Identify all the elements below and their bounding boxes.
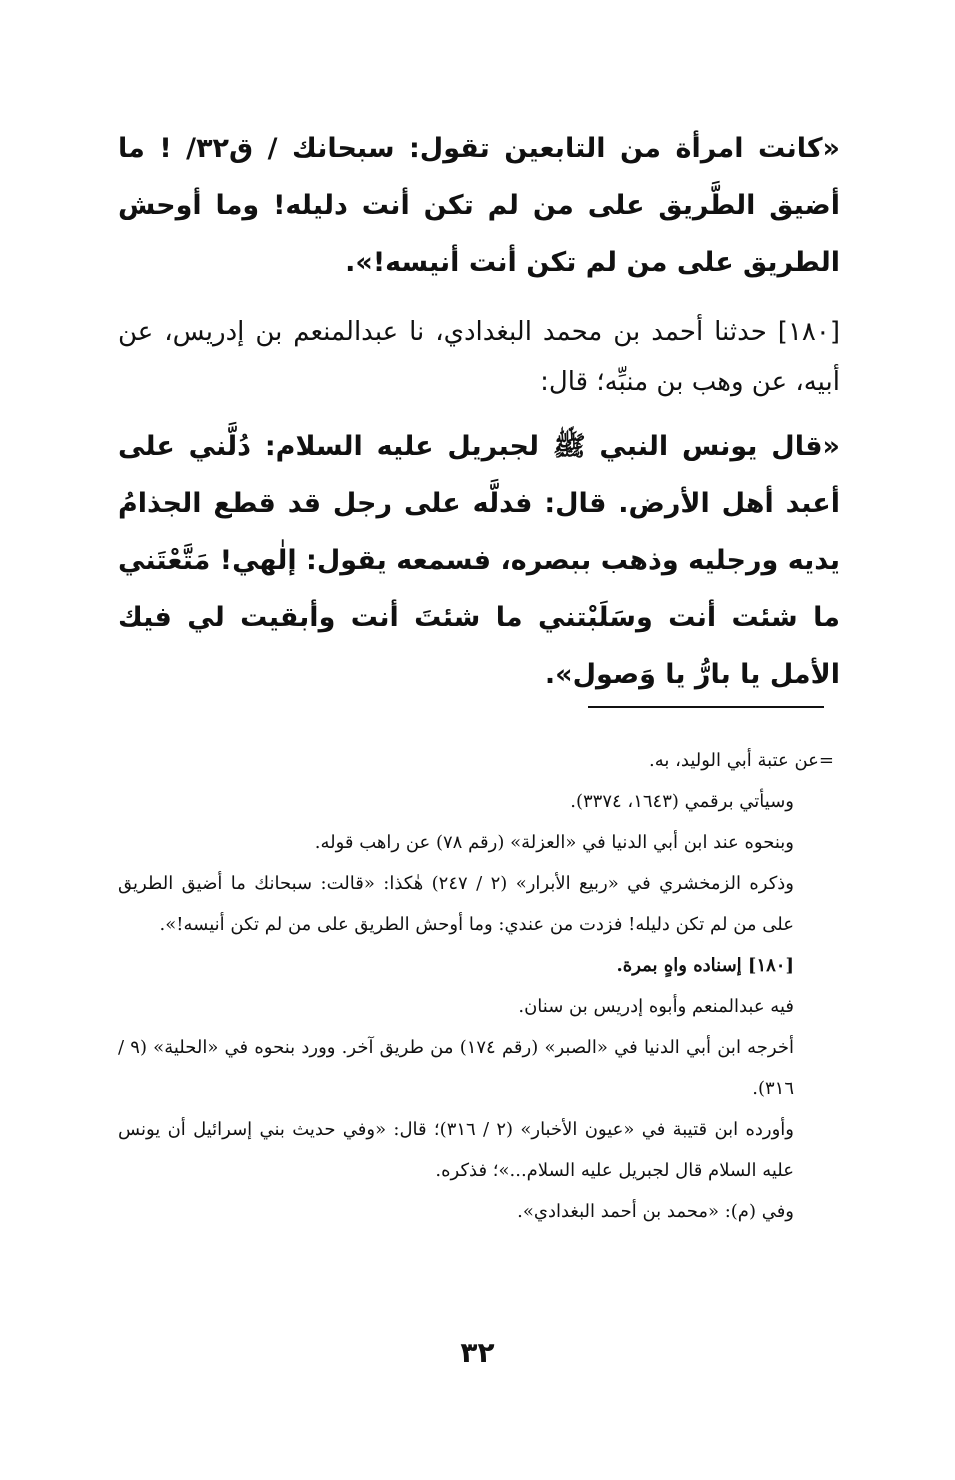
- hadith-chain-180: [١٨٠] حدثنا أحمد بن محمد البغدادي، نا عبدالمنعم بن إدريس، عن أبيه، عن وهب بن منبِّه؛ قال:: [118, 317, 840, 397]
- quote-paragraph-1: «كانت امرأة من التابعين تقول: سبحانك / ق٣٢/ ! ما أضيق الطَّريق على من لم تكن أنت دليله! وما أوحش الطريق على من لم تكن أنت أنيسه!».: [118, 133, 840, 278]
- footnotes-section: [118, 740, 834, 1232]
- footnote-line: أخرجه ابن أبي الدنيا في «الصبر» (رقم ١٧٤) من طريق آخر. وورد بنحوه في «الحلية» (٩ / ٣١٦).: [118, 1037, 794, 1099]
- footnote-line: =عن عتبة أبي الوليد، به.: [648, 750, 834, 771]
- footnote-line: وسيأتي برقمي (١٦٤٣، ٣٣٧٤).: [570, 791, 794, 812]
- footnote-divider: [588, 706, 824, 708]
- footnote-line: فيه عبدالمنعم وأبوه إدريس بن سنان.: [518, 996, 794, 1017]
- page-number: ٣٢: [460, 1336, 495, 1369]
- footnote-line: وبنحوه عند ابن أبي الدنيا في «العزلة» (رقم ٧٨) عن راهب قوله.: [314, 832, 794, 853]
- footnote-line: وذكره الزمخشري في «ربيع الأبرار» (٢ / ٢٤٧) هٰكذا: «قالت: سبحانك ما أضيق الطريق على من لم تكن دليله! فزدت من عندي: وما أوحش الطريق على من لم تكن أنيسه!».: [118, 873, 794, 935]
- footnote-line: وفي (م): «محمد بن أحمد البغدادي».: [517, 1201, 794, 1222]
- quote-paragraph-2: «قال يونس النبي ﷺ لجبريل عليه السلام: دُلَّني على أعبد أهل الأرض. قال: فدلَّه على رجل قد قطع الجذامُ يديه ورجليه وذهب ببصره، فسمعه يقول: إلٰهي! مَتَّعْتَني ما شئت أنت وسَلَبْتني ما شئتَ أنت وأبقيت لي فيك الأمل يا بارُّ يا وَصول».: [118, 431, 840, 690]
- footnote-grading: [١٨٠] إسناده واهٍ بمرة.: [616, 955, 794, 976]
- footnote-line: وأورده ابن قتيبة في «عيون الأخبار» (٢ / ٣١٦)؛ قال: «وفي حديث بني إسرائيل أن يونس عليه السلام قال لجبريل عليه السلام...»؛ فذكره.: [118, 1119, 794, 1181]
